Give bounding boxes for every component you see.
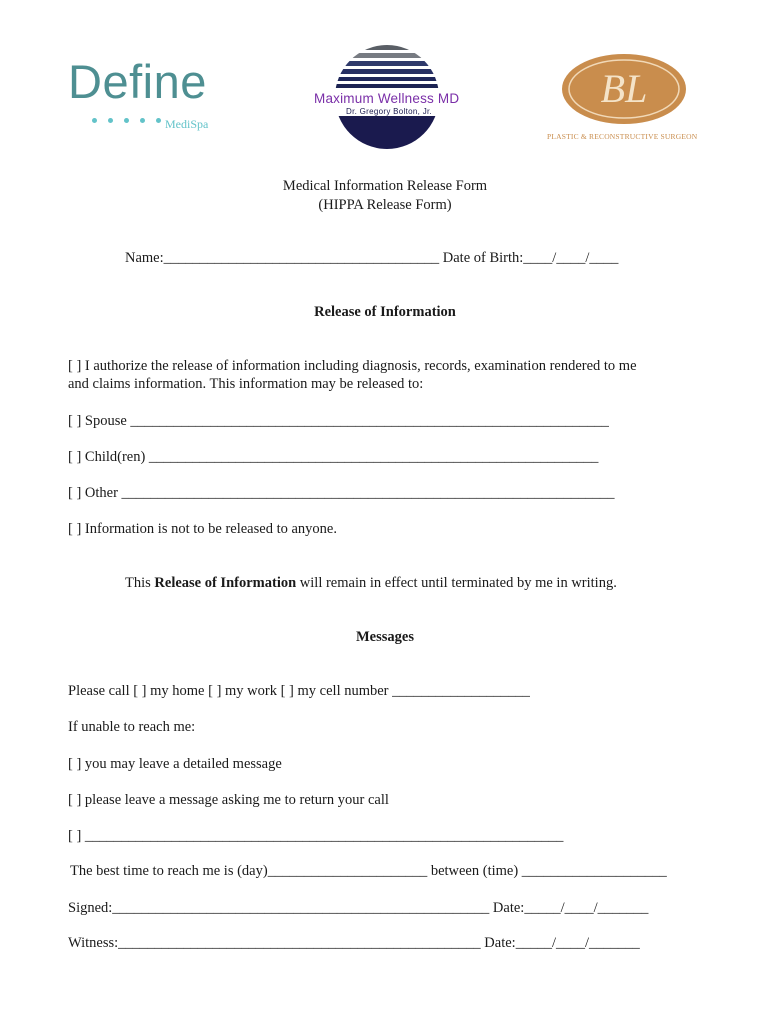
release-effect-bold: Release of Information <box>154 575 297 591</box>
bl-logo <box>560 52 688 126</box>
spouse-field[interactable]: [ ] Spouse __________________________________________________________________ <box>68 413 609 429</box>
form-title: Medical Information Release Form <box>282 178 488 194</box>
children-field[interactable]: [ ] Child(ren) ______________________________________________________________ <box>68 449 599 465</box>
maximum-wellness-name: Maximum Wellness MD <box>314 91 460 106</box>
bl-monogram: BL <box>600 66 648 111</box>
signature-field[interactable]: Signed:____________________________________________________ Date:_____/____/_______ <box>68 900 649 916</box>
release-effect-statement: This Release of Information will remain in effect until terminated by me in writing. <box>125 575 617 591</box>
authorize-checkbox-line[interactable]: [ ] I authorize the release of information including diagnosis, records, examination rendered to me <box>68 358 637 374</box>
call-preference-field[interactable]: Please call [ ] my home [ ] my work [ ] my cell number ___________________ <box>68 683 530 699</box>
no-release-checkbox[interactable]: [ ] Information is not to be released to anyone. <box>68 521 337 537</box>
define-logo-dots <box>92 118 161 123</box>
custom-option-field[interactable]: [ ] __________________________________________________________________ <box>68 828 564 844</box>
detailed-message-checkbox[interactable]: [ ] you may leave a detailed message <box>68 756 282 772</box>
return-call-checkbox[interactable]: [ ] please leave a message asking me to return your call <box>68 792 389 808</box>
bl-logo-caption: PLASTIC & RECONSTRUCTIVE SURGEON <box>547 132 698 141</box>
other-field[interactable]: [ ] Other ____________________________________________________________________ <box>68 485 615 501</box>
witness-field[interactable]: Witness:__________________________________________________ Date:_____/____/_______ <box>68 935 640 951</box>
maximum-wellness-doctor: Dr. Gregory Bolton, Jr. <box>346 107 433 116</box>
messages-heading: Messages <box>356 629 414 645</box>
define-logo-word: Define <box>68 55 207 108</box>
best-time-field[interactable]: The best time to reach me is (day)______________________ between (time) ____________________ <box>70 863 667 879</box>
authorize-line-continued: and claims information. This information may be released to: <box>68 376 424 392</box>
define-logo-tagline: MediSpa <box>165 117 209 131</box>
release-heading: Release of Information <box>314 304 456 320</box>
name-dob-field[interactable]: Name:______________________________________ Date of Birth:____/____/____ <box>125 250 619 266</box>
form-subtitle: (HIPPA Release Form) <box>318 197 452 213</box>
unable-to-reach-label: If unable to reach me: <box>68 719 196 735</box>
